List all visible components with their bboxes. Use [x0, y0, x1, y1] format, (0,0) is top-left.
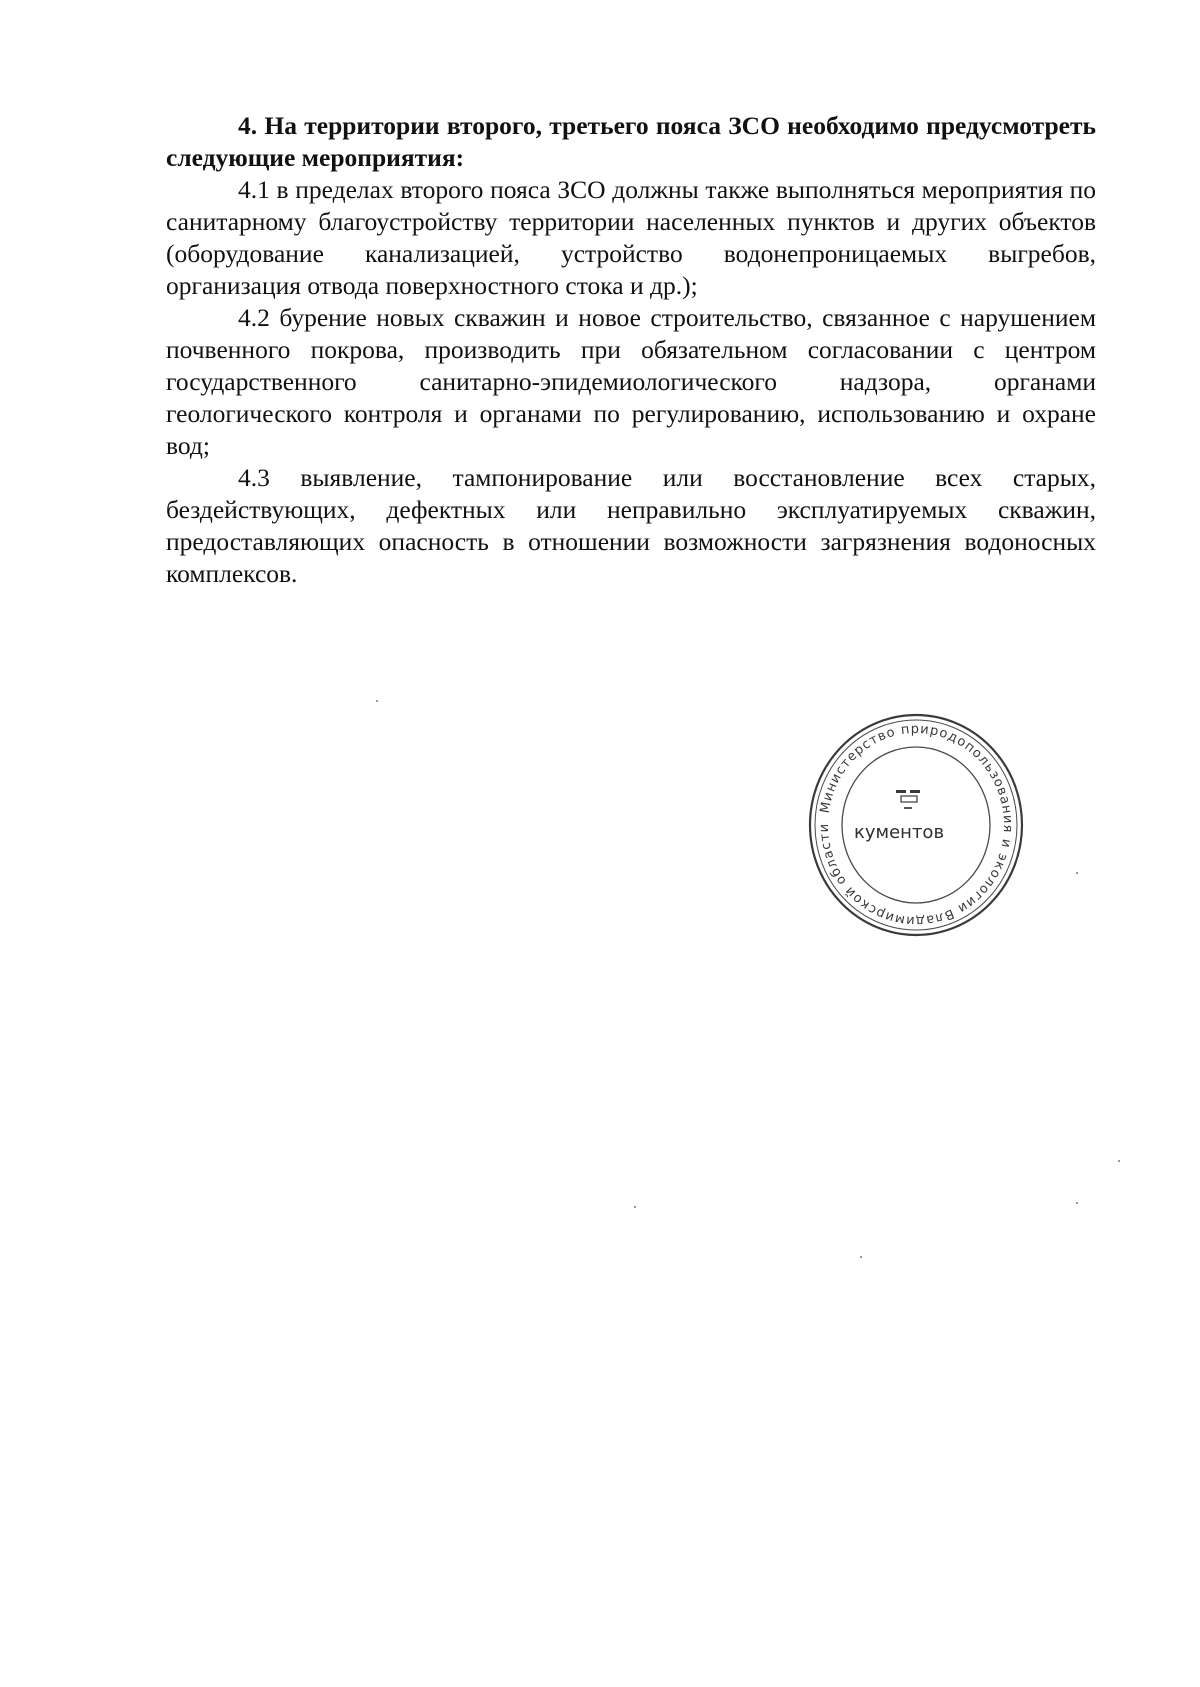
scan-speck	[1076, 872, 1078, 874]
scan-speck	[634, 1206, 636, 1208]
scan-speck	[376, 700, 378, 702]
list-item: 4.2 бурение новых скважин и новое строительство, связанное с нарушением почвенного покрова, производить при обязательном согласовании с центром государственного санитарно-эпидемиологического надзора, органами геологического контроля и органами по регулированию, использованию и охране вод;	[166, 303, 1096, 460]
list-item: 4.3 выявление, тампонирование или восстановление всех старых, бездействующих, дефектных или неправильно эксплуатируемых скважин, предоставляющих опасность в отношении возможности загрязнения водоносных комплексов.	[166, 463, 1096, 588]
list-item: 4.1 в пределах второго пояса ЗСО должны также выполняться мероприятия по санитарному благоустройству территории населенных пунктов и других объектов (оборудование канализацией, устройство водонепроницаемых выгребов, организация отвода поверхностного стока и др.);	[166, 175, 1096, 300]
scan-speck	[860, 1256, 862, 1258]
official-stamp-seal	[806, 710, 1026, 940]
stamp-center-text: кументов	[854, 822, 945, 843]
section-heading: 4. На территории второго, третьего пояса ЗСО необходимо предусмотреть следующие мероприятия:	[166, 111, 1096, 172]
stamp-emblem	[896, 790, 920, 809]
document-body	[166, 110, 1096, 590]
scan-speck	[1118, 1160, 1120, 1162]
scan-speck	[1076, 1202, 1078, 1204]
stamp-ring-text: Министерство природопользования и экологии Владимирской области	[816, 721, 1016, 929]
